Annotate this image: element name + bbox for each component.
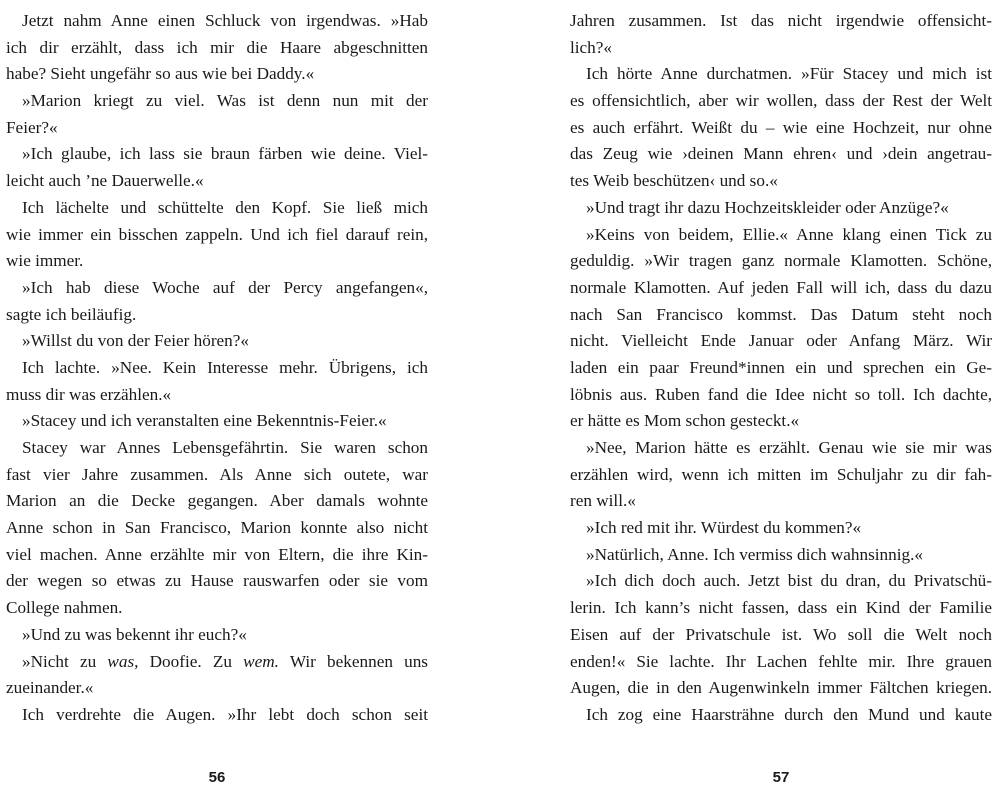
text-line: »Marion kriegt zu viel. Was ist denn nun mit der <box>22 91 428 111</box>
text-line: Ich verdrehte die Augen. »Ihr lebt doch schon seit <box>22 704 428 724</box>
right-page <box>570 0 992 800</box>
text-line: Anne schon in San Francisco, Marion konnte also nicht <box>6 518 428 538</box>
text-line: Ich zog eine Haarsträhne durch den Mund und kaute <box>586 704 992 724</box>
right-page-text <box>570 8 992 729</box>
text-line: viel machen. Anne erzählte mir von Eltern, die ihre Kin- <box>6 544 428 564</box>
text-line: »Ich glaube, ich lass sie braun färben wie deine. Viel- <box>22 144 428 164</box>
text-line: ich dir erzählt, dass ich mir die Haare abgeschnitten <box>6 37 428 57</box>
text-line: es auch erfährt. Weißt du – wie eine Hochzeit, nur ohne <box>570 117 992 137</box>
text-line: »Nicht zu was, Doofie. Zu wem. Wir bekennen uns <box>22 651 428 671</box>
text-line: Stacey war Annes Lebensgefährtin. Sie waren schon <box>22 438 428 457</box>
text-line: Ich lächelte und schüttelte den Kopf. Sie ließ mich <box>22 197 428 217</box>
text-line: »Ich red mit ihr. Würdest du kommen?« <box>586 518 862 538</box>
text-line: das Zeug wie ›deinen Mann ehren‹ und ›dein angetrau- <box>570 144 992 164</box>
text-line: »Stacey und ich veranstalten eine Bekenntnis-Feier.« <box>22 411 387 431</box>
text-line: »Ich dich doch auch. Jetzt bist du dran, du Privatschü- <box>586 571 992 591</box>
text-line: enden!« Sie lachte. Ihr Lachen fehlte mir. Ihre grauen <box>570 651 992 671</box>
text-line: wie immer ein bisschen zappeln. Und ich fiel darauf rein, <box>6 224 428 244</box>
text-line: tes Weib beschützen‹ und so.« <box>570 171 778 191</box>
text-line: erzählen wird, wenn ich mitten im Schuljahr zu dir fah- <box>570 464 992 484</box>
text-line: »Natürlich, Anne. Ich vermiss dich wahnsinnig.« <box>586 544 924 564</box>
text-line: laden ein paar Freund*innen ein und sprechen ein Ge- <box>570 357 992 377</box>
text-line: »Und zu was bekennt ihr euch?« <box>22 624 247 644</box>
text-line: Eisen auf der Privatschule ist. Wo soll die Welt noch <box>570 624 992 644</box>
text-line: Feier?« <box>6 117 58 137</box>
text-line: lerin. Ich kann’s nicht fassen, dass ein Kind der Familie <box>570 598 992 618</box>
text-line: es offensichtlich, aber wir wollen, dass der Rest der Welt <box>570 91 992 111</box>
text-line: »Nee, Marion hätte es erzählt. Genau wie sie mir was <box>586 438 992 457</box>
text-line: normale Klamotten. Auf jeden Fall will ich, dass du dazu <box>570 277 992 297</box>
text-line: leicht auch ’ne Dauerwelle.« <box>6 171 204 191</box>
right-page-number: 57 <box>772 769 790 786</box>
text-line: sagte ich beiläufig. <box>6 304 137 324</box>
text-line: Ich hörte Anne durchatmen. »Für Stacey und mich ist <box>586 64 992 84</box>
text-line: nicht. Vielleicht Ende Januar oder Anfang März. Wir <box>570 331 992 351</box>
text-line: Ich lachte. »Nee. Kein Interesse mehr. Übrigens, ich <box>22 357 428 377</box>
text-line: er hätte es Mom schon gesteckt.« <box>570 411 800 431</box>
left-page-number: 56 <box>208 769 226 786</box>
text-line: Augen, die in den Augenwinkeln immer Fältchen kriegen. <box>570 678 992 698</box>
text-line: Jahren zusammen. Ist das nicht irgendwie offensicht- <box>570 11 992 30</box>
text-line: »Willst du von der Feier hören?« <box>22 331 249 351</box>
text-line: habe? Sieht ungefähr so aus wie bei Daddy.« <box>6 64 315 84</box>
text-line: Jetzt nahm Anne einen Schluck von irgendwas. »Hab <box>22 11 428 30</box>
left-page-text <box>6 8 428 729</box>
text-line: zueinander.« <box>6 678 94 698</box>
text-line: College nahmen. <box>6 598 123 618</box>
text-line: lich?« <box>570 37 612 57</box>
text-line: löbnis aus. Ruben fand die Idee nicht so toll. Ich dachte, <box>570 384 992 404</box>
text-line: wie immer. <box>6 251 84 271</box>
text-line: der wegen so etwas zu Hause rauswarfen oder sie vom <box>6 571 428 591</box>
text-line: »Ich hab diese Woche auf der Percy angefangen«, <box>22 277 428 297</box>
text-line: ren will.« <box>570 491 636 511</box>
text-line: »Keins von beidem, Ellie.« Anne klang einen Tick zu <box>586 224 992 244</box>
text-line: nach San Francisco kommst. Das Datum steht noch <box>570 304 992 324</box>
text-line: fast vier Jahre zusammen. Als Anne sich outete, war <box>6 464 428 484</box>
left-page <box>6 0 428 800</box>
text-line: muss dir was erzählen.« <box>6 384 172 404</box>
text-line: »Und tragt ihr dazu Hochzeitskleider oder Anzüge?« <box>586 197 949 217</box>
text-line: geduldig. »Wir tragen ganz normale Klamotten. Schöne, <box>570 251 992 271</box>
text-line: Marion an die Decke gegangen. Aber damals wohnte <box>6 491 428 511</box>
